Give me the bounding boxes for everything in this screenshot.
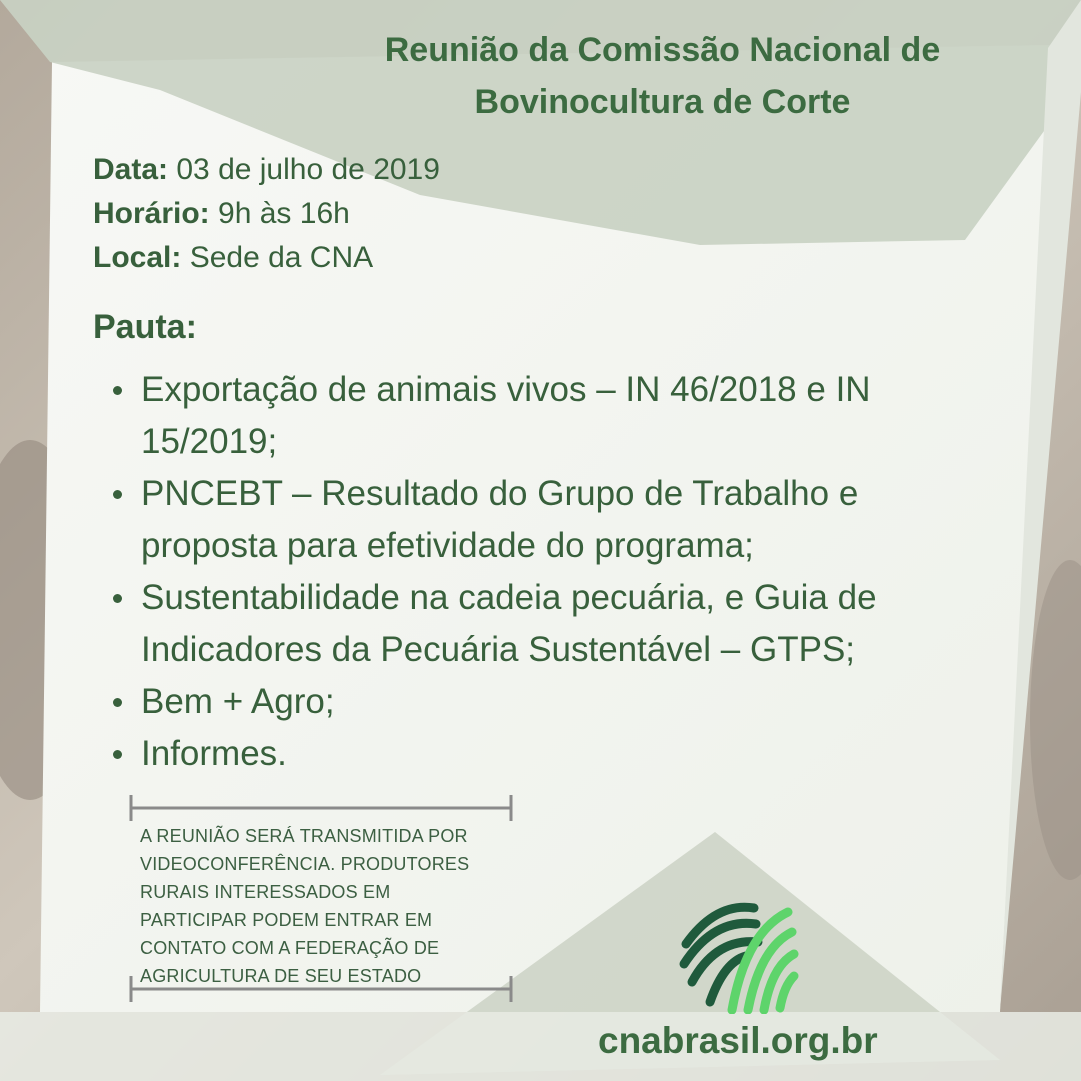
meeting-info	[93, 148, 440, 280]
agenda-item: PNCEBT – Resultado do Grupo de Trabalho e proposta para efetividade do programa;	[141, 468, 941, 572]
date-label: Data:	[93, 153, 169, 186]
agenda-item: Sustentabilidade na cadeia pecuária, e Guia de Indicadores da Pecuária Sustentável – GTPS;	[141, 572, 941, 676]
notice-line: CONTATO COM A FEDERAÇÃO DE	[140, 938, 440, 958]
time-label: Horário:	[93, 197, 210, 230]
title-line: Reunião da Comissão Nacional de	[384, 31, 941, 69]
notice-bottom-bracket	[129, 976, 513, 1002]
time-value: 9h às 16h	[218, 197, 350, 230]
bottom-band	[0, 1012, 1081, 1081]
agenda-item: Informes.	[141, 728, 941, 780]
agenda-heading: Pauta:	[93, 308, 197, 346]
notice-line: VIDEOCONFERÊNCIA. PRODUTORES	[140, 854, 470, 874]
agenda-item: Exportação de animais vivos – IN 46/2018 e IN 15/2019;	[141, 364, 941, 468]
date-row	[93, 148, 440, 192]
notice-line: AGRICULTURA DE SEU ESTADO	[140, 966, 422, 986]
website-link[interactable]: cnabrasil.org.br	[598, 1020, 878, 1061]
notice-top-bracket	[129, 795, 513, 821]
notice-line: A REUNIÃO SERÁ TRANSMITIDA POR	[140, 826, 468, 846]
cna-logo-icon	[676, 902, 800, 1014]
notice-line: RURAIS INTERESSADOS EM	[140, 882, 391, 902]
agenda-list	[141, 364, 941, 780]
place-value: Sede da CNA	[189, 241, 374, 274]
time-row	[93, 192, 440, 236]
place-label: Local:	[93, 241, 182, 274]
notice-text	[140, 822, 520, 990]
date-value: 03 de julho de 2019	[176, 153, 440, 186]
page-title	[330, 24, 995, 128]
notice-line: PARTICIPAR PODEM ENTRAR EM	[140, 910, 433, 930]
agenda-item: Bem + Agro;	[141, 676, 941, 728]
place-row	[93, 236, 440, 280]
title-line: Bovinocultura de Corte	[474, 83, 851, 121]
